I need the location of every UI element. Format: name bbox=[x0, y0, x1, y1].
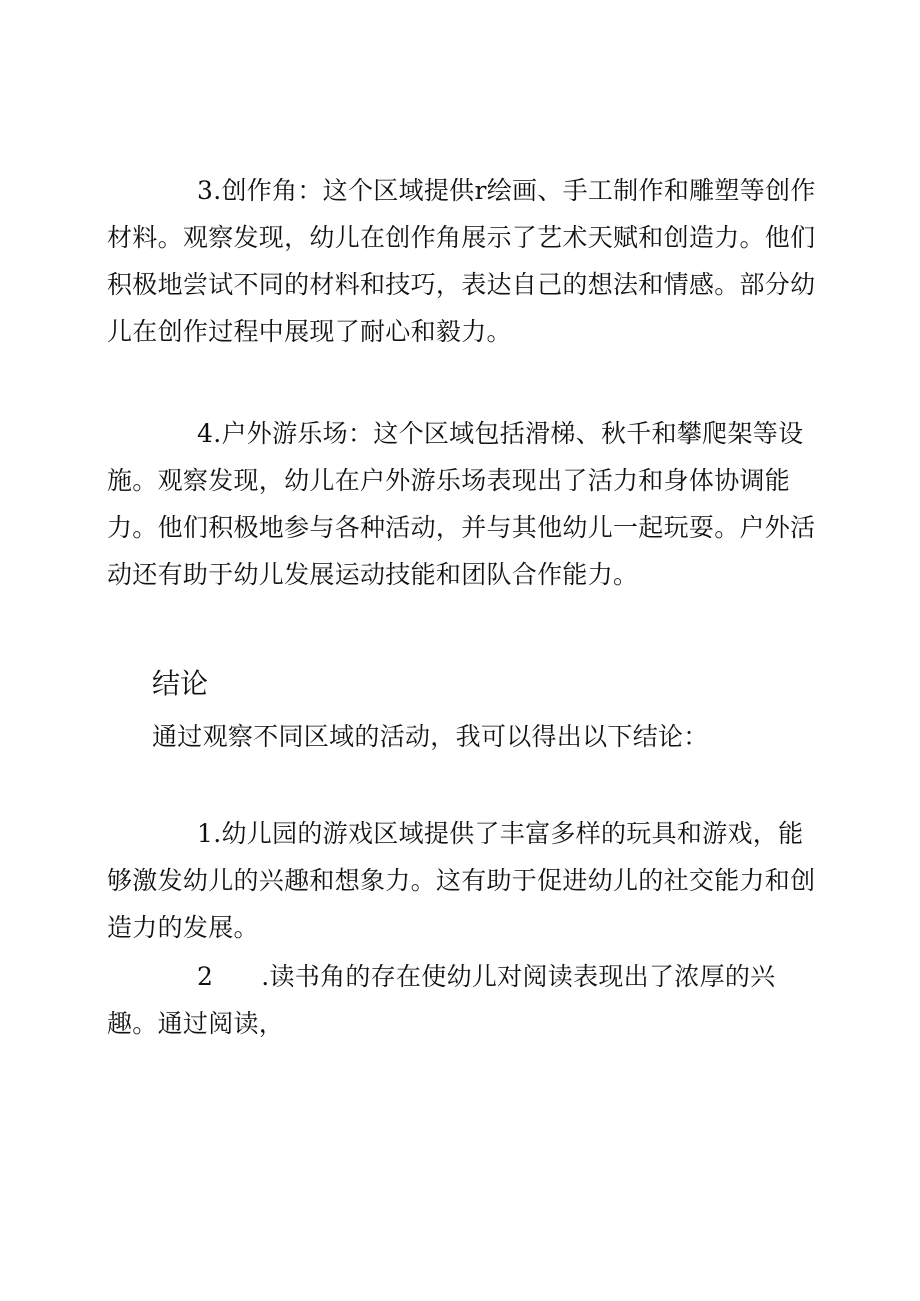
item-text: .创作角：这个区域提供r绘画、手工制作和雕塑等创作材料。观察发现，幼儿在创作角展示了艺术天赋和创造力。他们积极地尝试不同的材料和技巧，表达自己的想法和情感。部分幼儿在创作过程中展现了耐心和毅力。 bbox=[107, 176, 816, 346]
conclusion-item-play-area bbox=[107, 810, 822, 951]
item-number: 3 bbox=[197, 176, 214, 205]
item-number: 1 bbox=[197, 819, 214, 848]
item-number: 2 bbox=[197, 962, 214, 991]
item-text: .读书角的存在使幼儿对阅读表现出了浓厚的兴趣。通过阅读， bbox=[107, 962, 776, 1038]
item-text: .幼儿园的游戏区域提供了丰富多样的玩具和游戏，能够激发幼儿的兴趣和想象力。这有助于促进幼儿的社交能力和创造力的发展。 bbox=[107, 819, 816, 942]
item-text: .户外游乐场：这个区域包括滑梯、秋千和攀爬架等设施。观察发现，幼儿在户外游乐场表现出了活力和身体协调能力。他们积极地参与各种活动，并与其他幼儿一起玩耍。户外活动还有助于幼儿发展运动技能和团队合作能力。 bbox=[107, 419, 816, 589]
conclusion-item-reading-corner bbox=[107, 953, 822, 1047]
observation-item-creative-corner bbox=[107, 167, 822, 355]
observation-item-outdoor-playground bbox=[107, 410, 822, 598]
conclusion-intro: 通过观察不同区域的活动，我可以得出以下结论： bbox=[152, 722, 709, 751]
conclusion-heading: 结论 bbox=[152, 667, 209, 700]
item-number: 4 bbox=[197, 419, 214, 448]
